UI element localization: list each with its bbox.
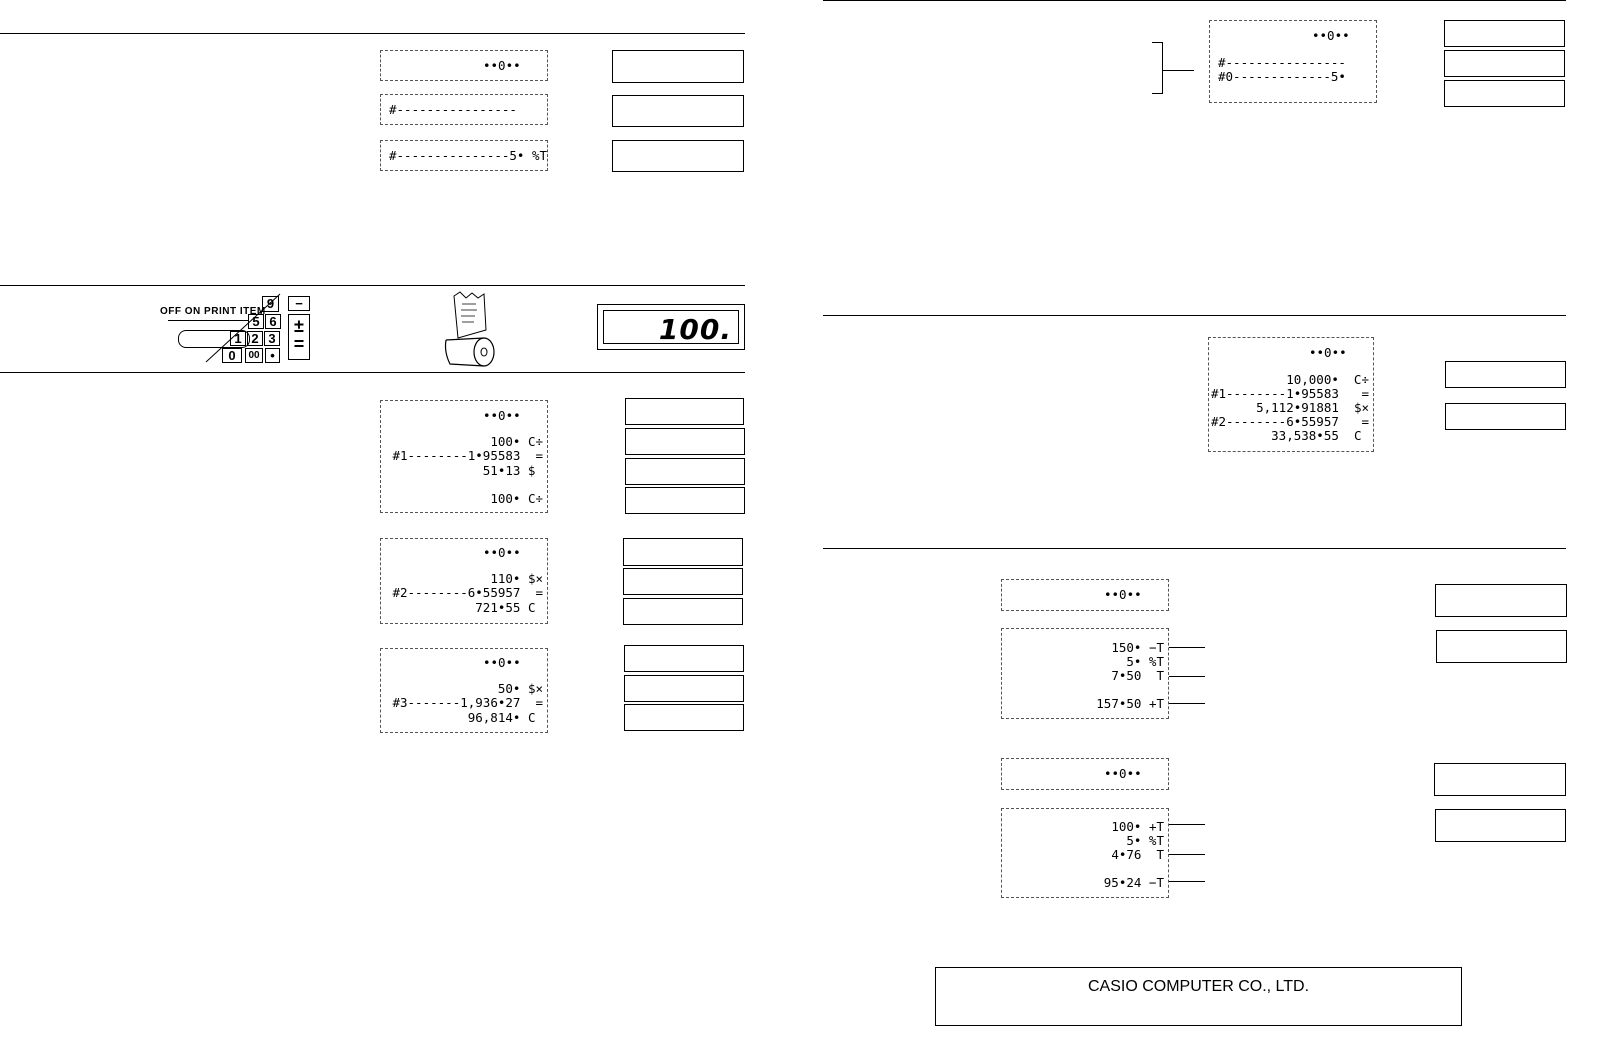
key-00: 00 bbox=[245, 348, 263, 363]
key-box bbox=[1435, 584, 1567, 617]
key-box bbox=[623, 568, 743, 595]
receipt-line: 100• +T bbox=[1111, 819, 1164, 834]
receipt-line: 5,112•91881 $× bbox=[1256, 400, 1369, 415]
receipt-chain-conversion bbox=[1208, 337, 1374, 452]
key-box bbox=[1444, 20, 1565, 47]
receipt-line: ••0•• bbox=[483, 408, 521, 423]
display-window bbox=[603, 310, 739, 344]
key-box bbox=[1434, 763, 1566, 796]
key-plus-minus-label: ± bbox=[294, 316, 304, 336]
receipt-line: 95•24 −T bbox=[1103, 875, 1164, 890]
receipt-tax-subtract bbox=[1001, 808, 1169, 898]
key-9: 9 bbox=[262, 296, 279, 312]
receipt-rate-settings bbox=[1209, 20, 1377, 103]
company-name: CASIO COMPUTER CO., LTD. bbox=[1087, 978, 1310, 995]
key-box bbox=[1444, 50, 1565, 77]
receipt-tax-rate-3 bbox=[380, 140, 548, 171]
receipt-line: 96,814• C bbox=[467, 710, 543, 725]
receipt-line: 50• $× bbox=[497, 681, 543, 696]
receipt-conversion-3 bbox=[380, 648, 548, 733]
keypad-illustration bbox=[158, 292, 318, 364]
key-box bbox=[612, 140, 744, 172]
key-box bbox=[624, 645, 744, 672]
receipt-line: ••0•• bbox=[1309, 345, 1347, 360]
key-plus-equals bbox=[288, 314, 310, 360]
receipt-line: ••0•• bbox=[483, 655, 521, 670]
receipt-line: 7•50 T bbox=[1111, 668, 1164, 683]
key-2: 2 bbox=[247, 331, 263, 346]
key-box bbox=[623, 538, 743, 566]
key-box bbox=[625, 487, 745, 514]
receipt-conversion-2 bbox=[380, 538, 548, 624]
diagonal-strike bbox=[198, 292, 288, 364]
receipt-tax-rate-1 bbox=[380, 50, 548, 81]
key-3: 3 bbox=[264, 331, 280, 346]
receipt-line: 721•55 C bbox=[475, 600, 543, 615]
key-6: 6 bbox=[265, 314, 281, 329]
receipt-line: 10,000• C÷ bbox=[1286, 372, 1369, 387]
paper-roll-icon bbox=[436, 290, 498, 370]
key-box bbox=[612, 50, 744, 83]
receipt-line: 51•13 $ bbox=[482, 463, 543, 478]
receipt-line: ••0•• bbox=[1104, 587, 1142, 602]
section-rule-top-right bbox=[823, 0, 1566, 1]
key-box bbox=[1436, 630, 1567, 663]
key-box bbox=[625, 428, 745, 455]
receipt-tax-rate-2 bbox=[380, 94, 548, 125]
callout-line bbox=[1169, 824, 1205, 825]
receipt-line: 100• C÷ bbox=[490, 434, 543, 449]
calculator-display bbox=[597, 304, 745, 350]
key-5: 5 bbox=[248, 314, 264, 329]
receipt-line: #2--------6•55957 = bbox=[1210, 414, 1369, 429]
company-name-box bbox=[935, 967, 1462, 1026]
section-rule-lower-right bbox=[823, 548, 1566, 549]
bracket-pointer bbox=[1162, 70, 1194, 71]
section-rule-mid-right bbox=[823, 315, 1566, 316]
key-0: 0 bbox=[222, 348, 242, 363]
key-box bbox=[623, 598, 743, 625]
receipt-line: #---------------5• %T bbox=[389, 148, 548, 163]
receipt-line: 150• −T bbox=[1111, 640, 1164, 655]
key-box bbox=[1445, 361, 1566, 388]
receipt-line: 100• C÷ bbox=[490, 491, 543, 506]
receipt-conversion-1 bbox=[380, 400, 548, 513]
key-1: 1 bbox=[230, 331, 246, 346]
key-box bbox=[1445, 403, 1566, 430]
callout-line bbox=[1169, 647, 1205, 648]
key-box bbox=[1444, 80, 1565, 107]
section-rule-mid-left bbox=[0, 285, 745, 286]
receipt-line: #---------------- bbox=[1218, 55, 1346, 70]
receipt-line: #3-------1,936•27 = bbox=[392, 695, 543, 710]
receipt-line: #1--------1•95583 = bbox=[392, 448, 543, 463]
key-box bbox=[624, 675, 744, 702]
callout-line bbox=[1169, 676, 1205, 677]
receipt-line: ••0•• bbox=[483, 58, 521, 73]
display-value: 100. bbox=[658, 313, 732, 346]
receipt-line: #2--------6•55957 = bbox=[392, 585, 543, 600]
receipt-line: 157•50 +T bbox=[1096, 696, 1164, 711]
receipt-tax-clear-b bbox=[1001, 758, 1169, 790]
receipt-line: #0-------------5• bbox=[1218, 69, 1346, 84]
key-equals-label: = bbox=[293, 334, 305, 354]
key-box bbox=[624, 704, 744, 731]
receipt-tax-clear-a bbox=[1001, 579, 1169, 611]
receipt-line: 33,538•55 C bbox=[1271, 428, 1369, 443]
key-box bbox=[625, 458, 745, 485]
receipt-line: 5• %T bbox=[1126, 654, 1164, 669]
bracket-marker bbox=[1152, 42, 1163, 94]
mode-switch-labels: OFF ON PRINT ITEM bbox=[160, 306, 266, 317]
receipt-line: 110• $× bbox=[490, 571, 543, 586]
key-minus: − bbox=[288, 296, 310, 311]
receipt-line: 4•76 T bbox=[1111, 847, 1164, 862]
receipt-line: ••0•• bbox=[483, 545, 521, 560]
key-decimal: • bbox=[265, 348, 280, 363]
section-rule-top-left bbox=[0, 33, 745, 34]
callout-line bbox=[1169, 703, 1205, 704]
receipt-line: 5• %T bbox=[1126, 833, 1164, 848]
receipt-line: #1--------1•95583 = bbox=[1210, 386, 1369, 401]
receipt-line: ••0•• bbox=[1104, 766, 1142, 781]
receipt-line: #---------------- bbox=[389, 102, 517, 117]
section-rule-mid-left-2 bbox=[0, 372, 745, 373]
key-box bbox=[625, 398, 744, 425]
key-box bbox=[1435, 809, 1566, 842]
receipt-tax-add bbox=[1001, 628, 1169, 719]
receipt-line: ••0•• bbox=[1312, 28, 1350, 43]
key-box bbox=[612, 95, 744, 127]
callout-line bbox=[1169, 881, 1205, 882]
callout-line bbox=[1169, 854, 1205, 855]
